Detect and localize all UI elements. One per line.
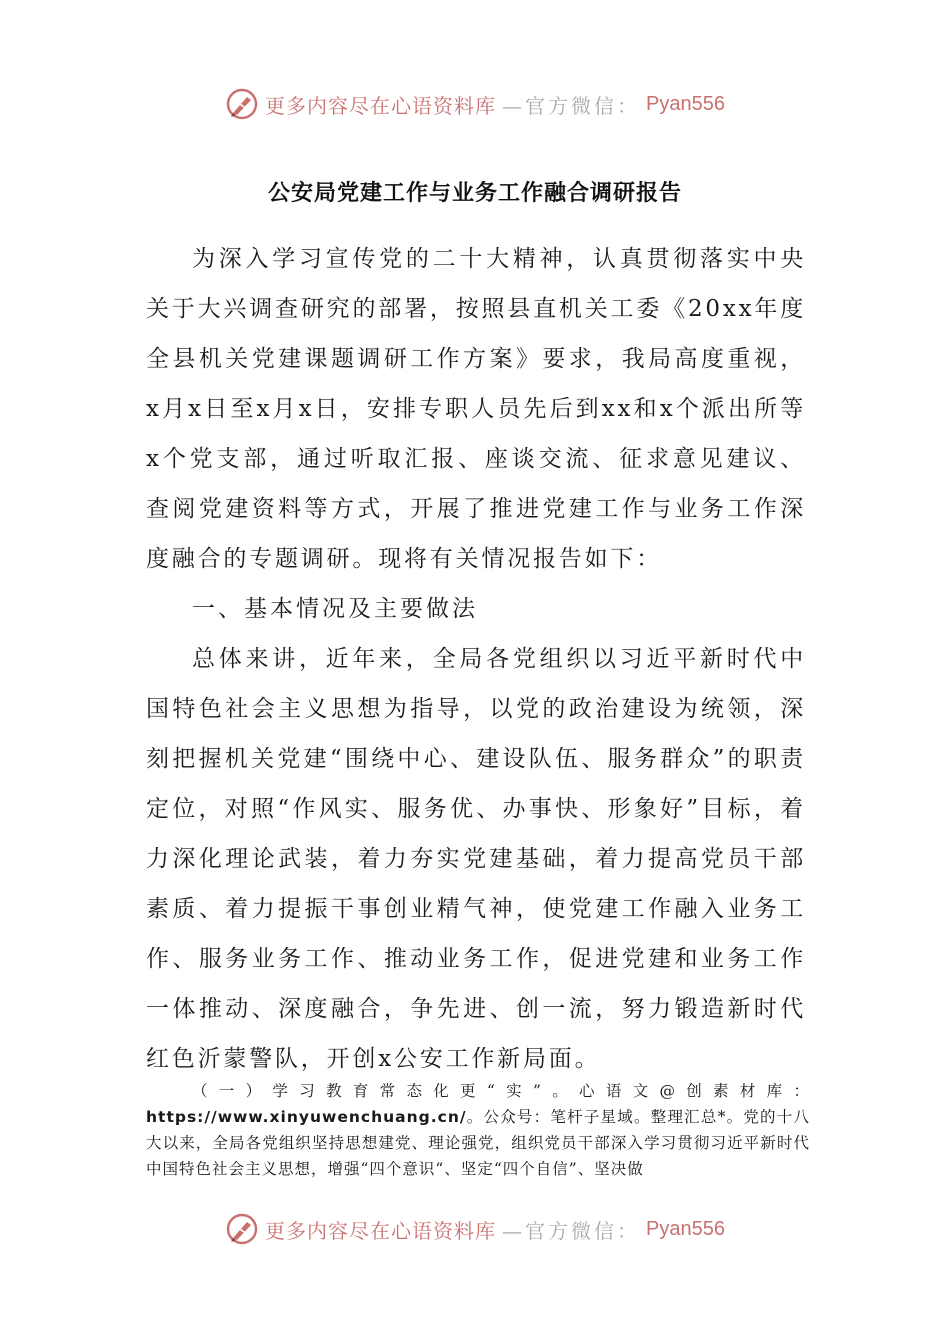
banner-slogan: 更多内容尽在心语资料库 (265, 1218, 497, 1243)
summary-paragraph: 总体来讲，近年来，全局各党组织以习近平新时代中国特色社会主义思想为指导，以党的政治建设为统领，深刻把握机关党建“围绕中心、建设队伍、服务群众”的职责定位，对照“作风实、服务优、办事快、形象好”目标，着力深化理论武装，着力夯实党建基础，着力提高党员干部素质、着力提振干事创业精气神，使党建工作融入业务工作、服务业务工作、推动业务工作，促进党建和业务工作一体推动、深度融合，争先进、创一流，努力锻造新时代红色沂蒙警队，开创x公安工作新局面。 (146, 646, 806, 1072)
banner-wechat-id: Pyan556 (646, 92, 725, 115)
banner-wechat-label: —官方微信： (502, 93, 641, 118)
banner-wechat-id: Pyan556 (646, 1217, 725, 1240)
section-heading: 一、基本情况及主要做法 (192, 596, 478, 622)
subsection-paragraph (146, 1078, 810, 1182)
pen-logo-icon (225, 1212, 259, 1246)
document-title: 公安局党建工作与业务工作融合调研报告 (267, 181, 682, 206)
banner-slogan: 更多内容尽在心语资料库 (265, 93, 497, 118)
subsection-rest: 。公众号：笔杆子星域。整理汇总*。党的十八大以来，全局各党组织坚持思想建党、理论强党，组织党员干部深入学习贯彻习近平新时代中国特色社会主义思想，增强“四个意识“、坚定“四个自信”、坚决做 (146, 1108, 810, 1178)
top-watermark-banner (0, 84, 950, 124)
pen-logo-icon (225, 87, 259, 121)
small-text-block (146, 1078, 810, 1182)
subsection-lead: （一）学习教育常态化更“实”。心语文@创素材库： (192, 1082, 810, 1100)
bottom-watermark-banner (0, 1209, 950, 1249)
intro-paragraph: 为深入学习宣传党的二十大精神，认真贯彻落实中央关于大兴调查研究的部署，按照县直机关工委《20xx年度全县机关党建课题调研工作方案》要求，我局高度重视，x月x日至x月x日，安排专职人员先后到xx和x个派出所等x个党支部，通过听取汇报、座谈交流、征求意见建议、查阅党建资料等方式，开展了推进党建工作与业务工作深度融合的专题调研。现将有关情况报告如下： (146, 246, 806, 572)
banner-wechat-label: —官方微信： (502, 1218, 641, 1243)
source-url-link[interactable]: https://www.xinyuwenchuang.cn/ (146, 1108, 467, 1126)
document-body (146, 234, 806, 1084)
